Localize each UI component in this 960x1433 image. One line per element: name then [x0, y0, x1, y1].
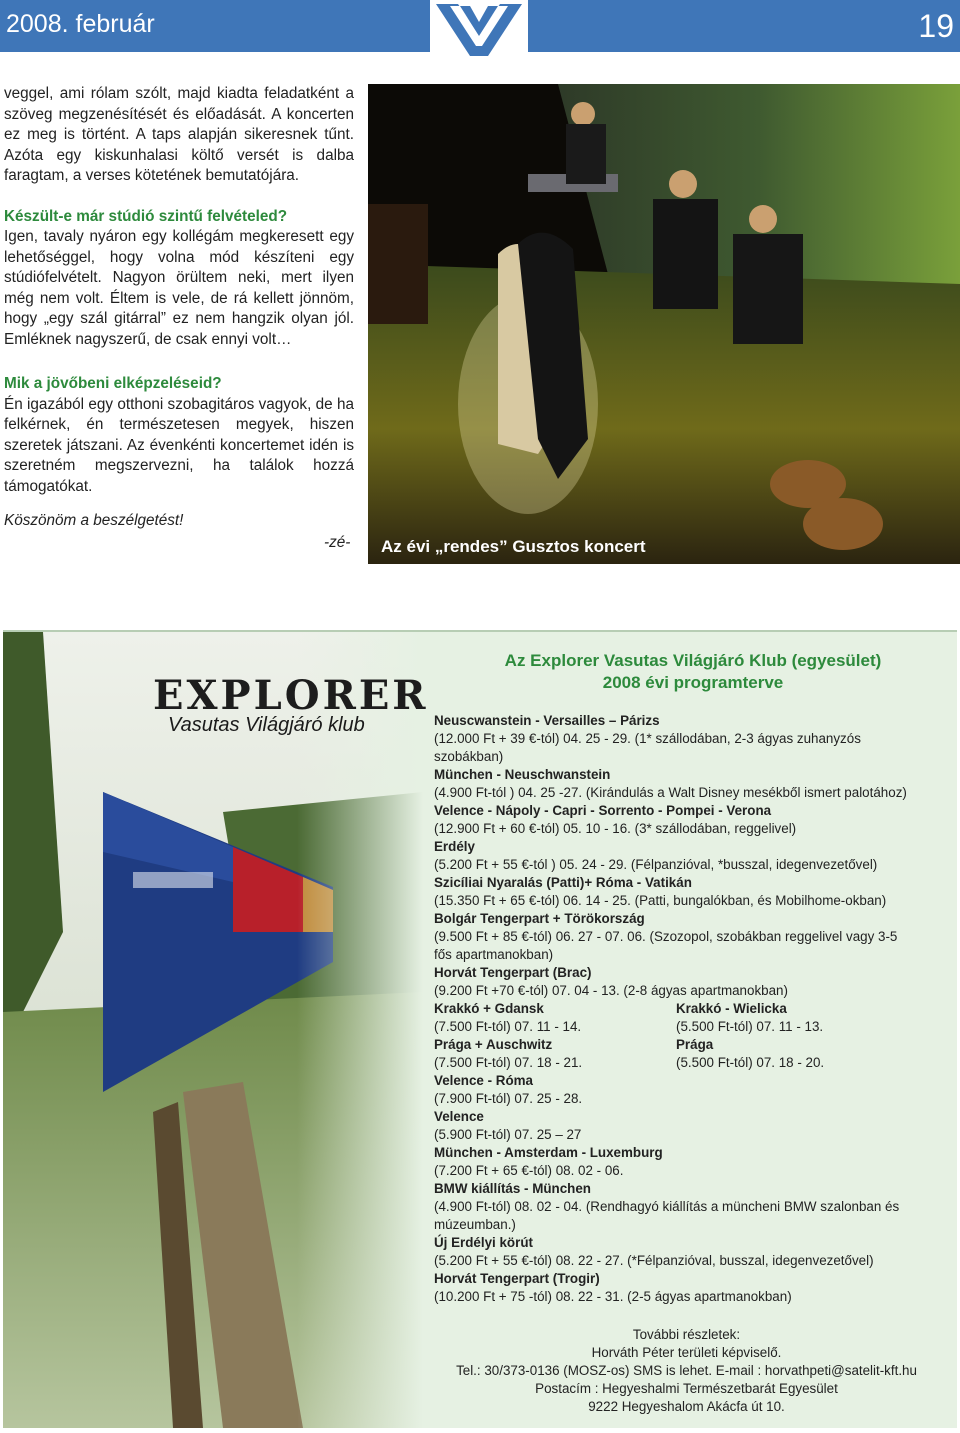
header-bar-right: [528, 0, 960, 52]
trip-details: (15.350 Ft + 65 €-tól) 06. 14 - 25. (Patti, bungalókban, és Mobilhome-okban): [434, 893, 887, 908]
interview-answer: Én igazából egy otthoni szobagitáros vagyok, de ha felkérnek, én természetesen megyek, hiszen szeretek játszani. Az évenkénti koncertemet idén is szeretném megszervezni, ha találok hozzá támogatókat.: [4, 395, 354, 495]
interview-question: Mik a jövőbeni elképzeléseid?: [4, 375, 222, 392]
trip-details: (12.900 Ft + 60 €-tól) 05. 10 - 16. (3* szállodában, reggelivel): [434, 821, 797, 836]
trip-name: Prága: [676, 1037, 714, 1052]
programme-title: [443, 650, 943, 694]
trip-details: (5.500 Ft-tól) 07. 18 - 20.: [676, 1055, 825, 1070]
programme-title-line2: 2008 évi programterve: [602, 673, 784, 692]
trip-name: Erdély: [434, 839, 475, 854]
trip-name: München - Neuschwanstein: [434, 767, 611, 782]
interview-question: Készült-e már stúdió szintű felvételed?: [4, 207, 288, 225]
photo-caption: Az évi „rendes” Gusztos koncert: [381, 537, 646, 556]
concert-photo: [368, 84, 960, 564]
trip-details: (9.500 Ft + 85 €-tól) 06. 27 - 07. 06. (Szozopol, szobákban reggelivel vagy 3-5: [434, 929, 898, 944]
contact-address: 9222 Hegyeshalom Akácfa út 10.: [588, 1399, 785, 1414]
programme-title-line1: Az Explorer Vasutas Világjáró Klub (egyesület): [504, 651, 882, 670]
page-number: 19: [918, 8, 954, 44]
contact-postal: Postacím : Hegyeshalmi Természetbarát Egyesület: [535, 1381, 838, 1396]
trip-name: BMW kiállítás - München: [434, 1181, 591, 1196]
trip-name: Szicíliai Nyaralás (Patti)+ Róma - Vatikán: [434, 875, 692, 890]
trip-name: Krakkó - Wielicka: [676, 1001, 787, 1016]
trip-details: (9.200 Ft +70 €-tól) 07. 04 - 13. (2-8 ágyas apartmanokban): [434, 983, 788, 998]
trip-details: fős apartmanokban): [434, 947, 554, 962]
trip-details: (5.500 Ft-tól) 07. 11 - 13.: [676, 1019, 824, 1034]
explorer-logo-subtitle: Vasutas Világjáró klub: [168, 714, 365, 736]
trip-name: Prága + Auschwitz: [434, 1037, 553, 1052]
programme-list: [434, 712, 939, 1306]
trip-details: (5.900 Ft-tól) 07. 25 – 27: [434, 1127, 582, 1142]
train-photo: [3, 632, 423, 1428]
magazine-logo-icon: [430, 0, 528, 58]
trip-name: Bolgár Tengerpart + Törökország: [434, 911, 645, 926]
trip-details: (5.200 Ft + 55 €-tól ) 05. 24 - 29. (Félpanzióval, *busszal, idegenvezetővel): [434, 857, 878, 872]
explorer-logo: EXPLORER: [153, 672, 429, 719]
trip-details-pair: [434, 1018, 939, 1036]
article-column: [4, 84, 354, 497]
contact-info: [434, 1326, 939, 1416]
issue-date: 2008. február: [6, 10, 155, 38]
author-signature: -zé-: [324, 534, 351, 551]
contact-person: Horváth Péter területi képviselő.: [591, 1345, 782, 1360]
trip-name: Horvát Tengerpart (Trogir): [434, 1271, 600, 1286]
explorer-advert: [3, 630, 957, 1428]
trip-details: szobákban): [434, 749, 504, 764]
trip-name-pair: [434, 1036, 939, 1054]
trip-name: Velence - Nápoly - Capri - Sorrento - Pompei - Verona: [434, 803, 772, 818]
trip-details: (12.000 Ft + 39 €-tól) 04. 25 - 29. (1* szállodában, 2-3 ágyas zuhanyzós: [434, 731, 861, 746]
trip-name-pair: [434, 1000, 939, 1018]
article-paragraph: veggel, ami rólam szólt, majd kiadta feladatként a szöveg megzenésítését és előadását. A koncerten ez meg is történt. A taps alapján sikeresnek tűnt. Azóta egy kiskunhalasi költő versét is dalba faragtam, a verses kötetének bemutatójára.: [4, 85, 354, 184]
trip-details: (7.200 Ft + 65 €-tól) 08. 02 - 06.: [434, 1163, 624, 1178]
trip-name: Neuscwanstein - Versailles – Párizs: [434, 713, 660, 728]
trip-name: Velence - Róma: [434, 1073, 533, 1088]
interview-answer: Igen, tavaly nyáron egy kollégám megkeresett egy lehetőséggel, hogy volna mód készíteni egy stúdiófelvételt. Nagyon örültem neki, mert ilyen még nem volt. Éltem is vele, de rá kellett jönnöm, hogy „egy szál gitárral” ez nem hangzik olyan jól. Emléknek nagyszerű, de csak ennyi volt…: [4, 228, 354, 348]
trip-name: Új Erdélyi körút: [434, 1235, 533, 1250]
contact-heading: További részletek:: [632, 1327, 741, 1342]
trip-details: (7.500 Ft-tól) 07. 11 - 14.: [434, 1019, 582, 1034]
trip-details: (7.500 Ft-tól) 07. 18 - 21.: [434, 1055, 583, 1070]
trip-details-pair: [434, 1054, 939, 1072]
contact-phone-email: Tel.: 30/373-0136 (MOSZ-os) SMS is lehet. E-mail : horvathpeti@satelit-kft.hu: [456, 1363, 917, 1378]
trip-name: Krakkó + Gdansk: [434, 1001, 544, 1016]
trip-details: (4.900 Ft-tól) 08. 02 - 04. (Rendhagyó kiállítás a müncheni BMW szalonban és: [434, 1199, 900, 1214]
trip-details: (4.900 Ft-tól ) 04. 25 -27. (Kirándulás a Walt Disney mesékből ismert palotához): [434, 785, 907, 800]
trip-details: (10.200 Ft + 75 -tól) 08. 22 - 31. (2-5 ágyas apartmanokban): [434, 1289, 792, 1304]
trip-name: Velence: [434, 1109, 484, 1124]
trip-name: Horvát Tengerpart (Brac): [434, 965, 592, 980]
trip-name: München - Amsterdam - Luxemburg: [434, 1145, 663, 1160]
trip-details: (5.200 Ft + 55 €-tól) 08. 22 - 27. (*Félpanzióval, busszal, idegenvezetővel): [434, 1253, 874, 1268]
closing-thanks: Köszönöm a beszélgetést!: [4, 512, 184, 529]
trip-details: múzeumban.): [434, 1217, 516, 1232]
page-header: [0, 0, 960, 58]
trip-details: (7.900 Ft-tól) 07. 25 - 28.: [434, 1091, 583, 1106]
